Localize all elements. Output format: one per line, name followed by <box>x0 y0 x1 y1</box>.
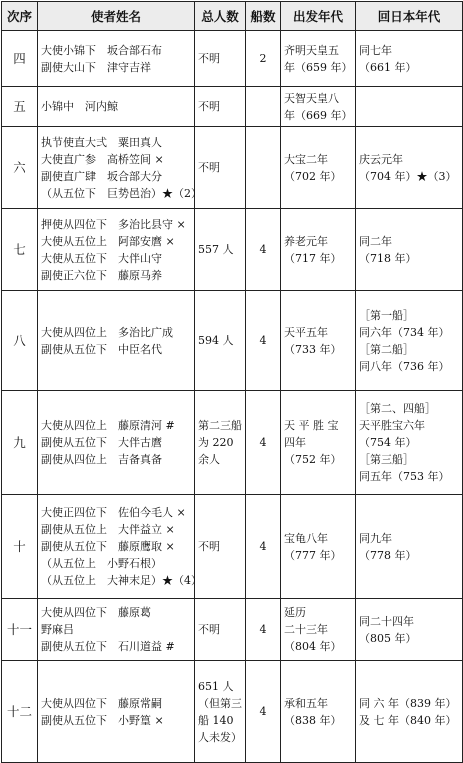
table-row <box>2 87 463 127</box>
return-line: 同七年 <box>359 43 392 57</box>
row-return <box>356 599 463 661</box>
envoy-line: 大使从五位下 大伴山守 <box>41 251 162 265</box>
departure-line: （752 年） <box>284 453 342 466</box>
header-order: 次序 <box>2 2 38 31</box>
envoy-line: 副使从五位上 大伴益立 × <box>41 523 175 536</box>
row-departure <box>281 391 356 495</box>
row-people <box>195 661 246 763</box>
people-text: 651 人（但第三船 140 人未发） <box>198 679 242 744</box>
departure-line: 天智天皇八 <box>284 91 339 105</box>
departure-line: （717 年） <box>284 251 342 265</box>
table-row <box>2 391 463 495</box>
return-line: 同二十四年 <box>359 614 414 628</box>
return-line: 同五年（753 年） <box>359 470 450 483</box>
row-people: 不明 <box>195 127 246 209</box>
header-envoy-names: 使者姓名 <box>38 2 195 31</box>
return-line: （661 年） <box>359 60 417 74</box>
row-departure <box>281 291 356 391</box>
table-row <box>2 495 463 599</box>
departure-line: （733 年） <box>284 342 342 356</box>
row-people: 594 人 <box>195 291 246 391</box>
row-envoys <box>38 661 195 763</box>
row-people <box>195 391 246 495</box>
row-order: 四 <box>2 31 38 87</box>
row-envoys <box>38 495 202 599</box>
departure-line: 年（659 年） <box>284 60 353 74</box>
departure-line: 四年 <box>284 436 306 449</box>
return-line: （778 年） <box>359 548 417 562</box>
envoy-line: 小锦中 河内鲸 <box>41 100 118 113</box>
row-people: 不明 <box>195 31 246 87</box>
row-order: 七 <box>2 209 38 291</box>
return-line: （754 年） <box>359 436 417 449</box>
row-envoys <box>38 209 195 291</box>
envoy-line: 副使大山下 津守吉祥 <box>41 60 151 74</box>
header-ships: 船数 <box>246 2 281 31</box>
table-row <box>2 291 463 391</box>
envoy-line: （从五位下 巨势邑治）★（2） <box>41 186 202 200</box>
return-line: 同六年（734 年） <box>359 325 450 339</box>
return-line: ［第二、四船］ <box>359 402 436 415</box>
row-departure <box>281 495 356 599</box>
row-people: 不明 <box>195 599 246 661</box>
return-line: 同九年 <box>359 531 392 545</box>
envoy-line: （从五位上 大神末足）★（4） <box>41 574 202 587</box>
envoy-line: 大使从四位下 藤原葛 <box>41 606 151 619</box>
people-text: 第二三船为 220 余人 <box>198 419 242 466</box>
row-return <box>356 391 463 495</box>
return-line: ［第二船］ <box>359 342 414 356</box>
row-ships: 4 <box>246 391 281 495</box>
row-envoys <box>38 31 195 87</box>
return-line: 天平胜宝六年 <box>359 419 425 432</box>
envoy-line: 大使从四位上 藤原清河 # <box>41 419 175 432</box>
envoy-line: 副使从五位下 中臣名代 <box>41 342 162 356</box>
envoy-line: 副使从五位下 石川道益 # <box>41 640 175 653</box>
envoy-line: 大使从四位上 多治比广成 <box>41 325 173 339</box>
header-return: 回日本年代 <box>356 2 463 31</box>
row-return <box>356 127 463 209</box>
row-order: 六 <box>2 127 38 209</box>
row-ships: 2 <box>246 31 281 87</box>
row-return <box>356 209 463 291</box>
table-row <box>2 31 463 87</box>
departure-line: （702 年） <box>284 169 342 183</box>
row-envoys <box>38 87 195 127</box>
row-envoys <box>38 127 202 209</box>
envoy-line: 副使从五位下 小野篁 × <box>41 713 164 727</box>
row-ships: 4 <box>246 661 281 763</box>
return-line: ［第一船］ <box>359 308 414 322</box>
row-envoys <box>38 291 195 391</box>
table-row <box>2 599 463 661</box>
row-departure <box>281 87 356 127</box>
row-order: 九 <box>2 391 38 495</box>
row-departure <box>281 209 356 291</box>
return-line: （805 年） <box>359 631 417 645</box>
row-return <box>356 291 463 391</box>
row-return <box>356 87 463 127</box>
row-order: 十一 <box>2 599 38 661</box>
envoy-line: 大使正四位下 佐伯今毛人 × <box>41 506 186 519</box>
envoy-line: 大使直广参 高桥笠间 × <box>41 152 164 166</box>
departure-line: 养老元年 <box>284 234 328 248</box>
row-ships: 4 <box>246 291 281 391</box>
row-order: 十 <box>2 495 38 599</box>
row-departure <box>281 599 356 661</box>
row-ships <box>246 127 281 209</box>
row-return <box>356 661 463 763</box>
envoy-line: 执节使直大弍 粟田真人 <box>41 135 162 149</box>
departure-line: 天 平 胜 宝 <box>284 419 339 432</box>
table-row <box>2 209 463 291</box>
envoy-line: 副使从五位下 大伴古麿 <box>41 436 162 449</box>
row-people: 不明 <box>195 87 246 127</box>
table-row <box>2 127 463 209</box>
row-departure <box>281 661 356 763</box>
row-order: 八 <box>2 291 38 391</box>
departure-line: 二十三年 <box>284 623 328 636</box>
envoy-table <box>1 1 463 763</box>
departure-line: （838 年） <box>284 713 342 727</box>
departure-line: 齐明天皇五 <box>284 43 339 57</box>
envoy-line: 副使从四位上 吉备真备 <box>41 453 162 466</box>
departure-line: （777 年） <box>284 548 342 562</box>
return-line: （704 年）★（3） <box>359 169 457 183</box>
departure-line: 天平五年 <box>284 325 328 339</box>
envoy-line: 大使从四位下 藤原常嗣 <box>41 696 162 710</box>
return-line: 同八年（736 年） <box>359 359 450 373</box>
row-departure <box>281 127 356 209</box>
row-ships: 4 <box>246 599 281 661</box>
envoy-line: 副使直广肆 坂合部大分 <box>41 169 162 183</box>
departure-line: 宝龟八年 <box>284 531 328 545</box>
departure-line: 延历 <box>284 606 306 619</box>
row-order: 五 <box>2 87 38 127</box>
departure-line: （804 年） <box>284 640 342 653</box>
row-envoys <box>38 391 195 495</box>
header-total-people: 总人数 <box>195 2 246 31</box>
return-line: 同二年 <box>359 234 392 248</box>
return-line: ［第三船］ <box>359 453 414 466</box>
row-envoys <box>38 599 195 661</box>
row-order: 十二 <box>2 661 38 763</box>
envoy-line: 大使从五位上 阿部安麿 × <box>41 234 175 248</box>
row-ships <box>246 87 281 127</box>
row-ships: 4 <box>246 209 281 291</box>
departure-line: 大宝二年 <box>284 152 328 166</box>
row-people: 557 人 <box>195 209 246 291</box>
row-return <box>356 31 463 87</box>
row-departure <box>281 31 356 87</box>
departure-line: 年（669 年） <box>284 108 353 122</box>
row-return <box>356 495 463 599</box>
return-line: （718 年） <box>359 251 417 265</box>
row-people: 不明 <box>195 495 246 599</box>
table-row <box>2 661 463 763</box>
envoy-line: 押使从四位下 多治比县守 × <box>41 217 186 231</box>
departure-line: 承和五年 <box>284 696 328 710</box>
envoy-line: 副使从五位下 藤原鹰取 × <box>41 540 175 553</box>
return-line: 同 六 年（839 年）及 七 年（840 年） <box>359 696 457 727</box>
row-ships: 4 <box>246 495 281 599</box>
return-line: 庆云元年 <box>359 152 403 166</box>
header-row <box>2 2 463 31</box>
header-departure: 出发年代 <box>281 2 356 31</box>
envoy-line: 野麻吕 <box>41 623 74 636</box>
envoy-line: （从五位上 小野石根） <box>41 557 162 570</box>
envoy-line: 大使小锦下 坂合部石布 <box>41 43 162 57</box>
envoy-line: 副使正六位下 藤原马养 <box>41 268 162 282</box>
